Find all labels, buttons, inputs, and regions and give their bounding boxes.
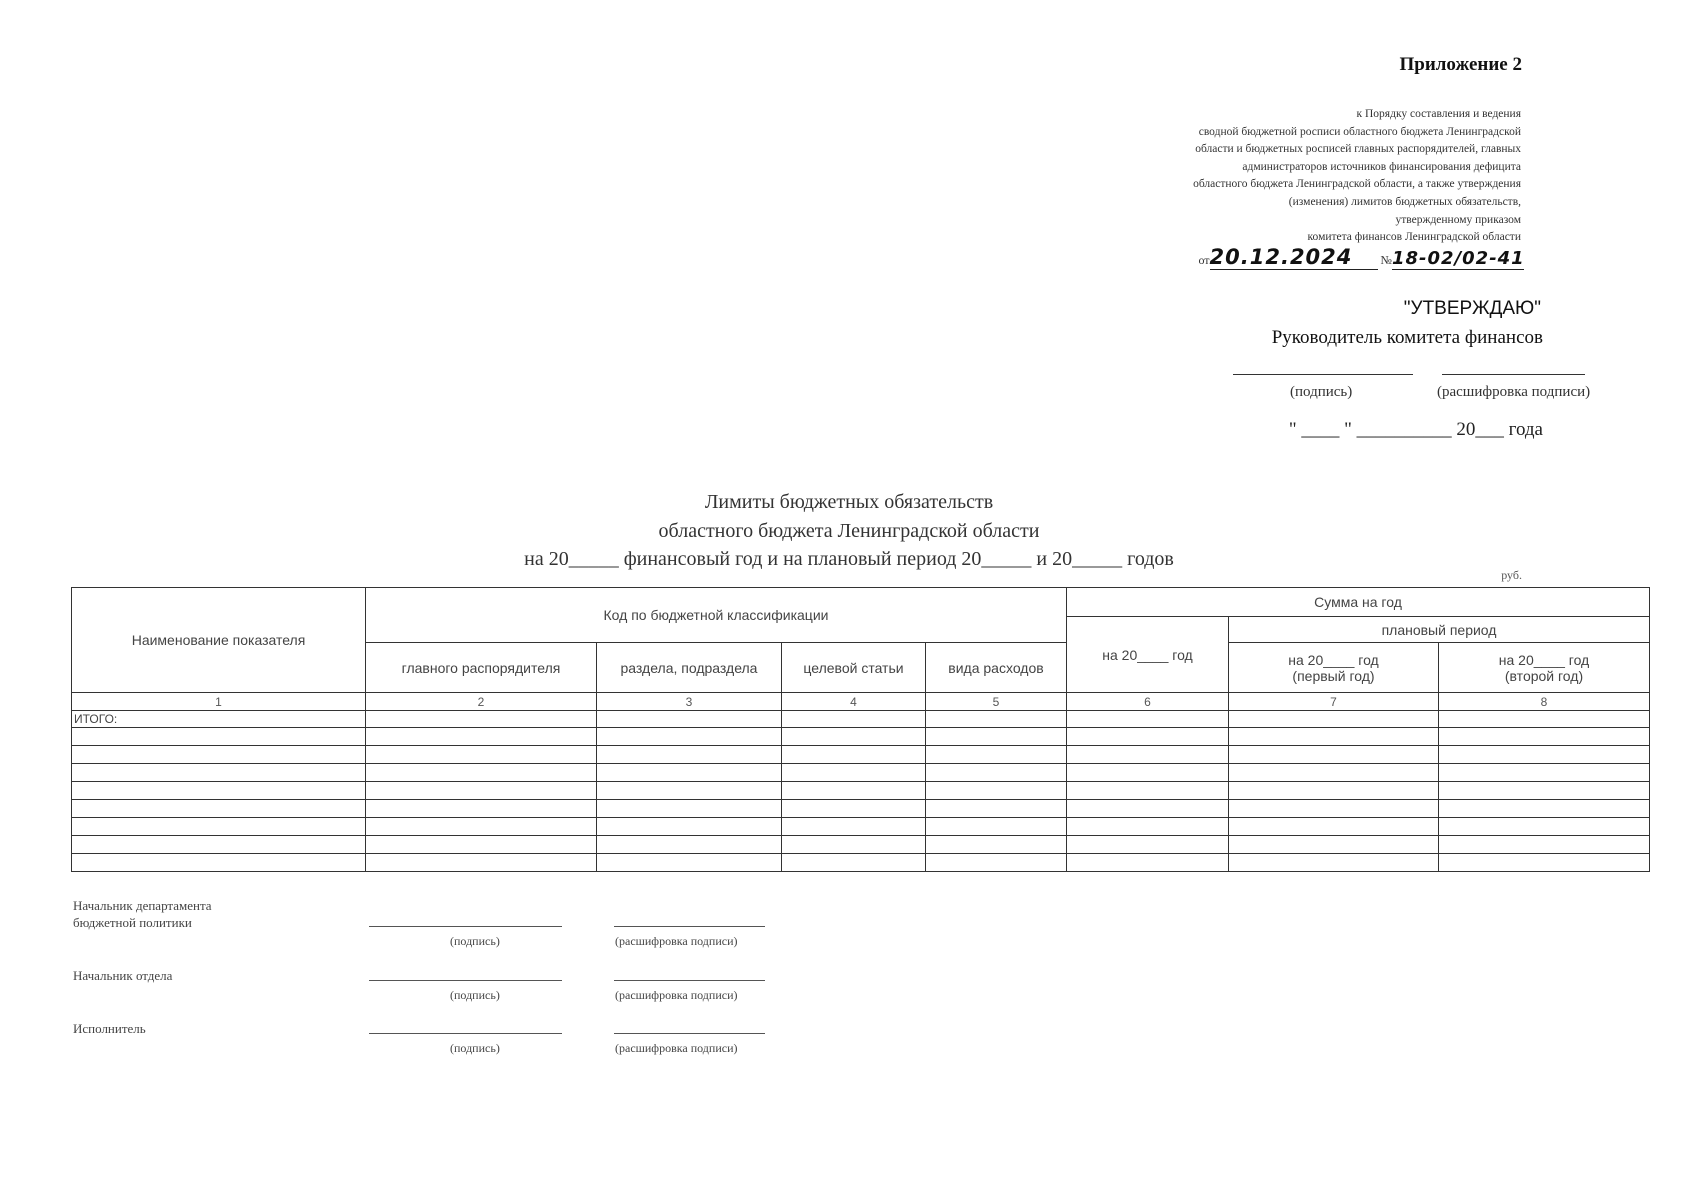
plan-second-year-note: (второй год) (1504, 667, 1584, 684)
approval-date-line: " ____ " __________ 20___ года (1288, 419, 1543, 440)
limits-table (71, 587, 1650, 872)
table-row (72, 782, 1650, 800)
document-title (0, 488, 1698, 574)
approve-heading: "УТВЕРЖДАЮ" (1403, 298, 1541, 319)
header-planning-period: плановый период (1229, 617, 1650, 643)
column-number: 7 (1229, 693, 1439, 711)
table-row (72, 818, 1650, 836)
appendix-title: Приложение 2 (1399, 54, 1522, 75)
table-row (72, 728, 1650, 746)
order-date-handwritten: 20.12.2024 (1210, 245, 1378, 270)
header-indicator-name: Наименование показателя (72, 588, 366, 693)
appendix-basis-text (1061, 106, 1521, 247)
column-number: 5 (926, 693, 1067, 711)
signature-line (369, 980, 562, 981)
signatory-role-line: Исполнитель (73, 1021, 146, 1036)
basis-line: комитета финансов Ленинградской области (1307, 231, 1521, 244)
table-row (72, 854, 1650, 872)
plan-first-year-note: (первый год) (1292, 667, 1375, 684)
approver-signature-line (1233, 374, 1413, 375)
header-code-main-manager: главного распорядителя (366, 643, 597, 693)
column-number: 1 (72, 693, 366, 711)
approver-decoding-caption: (расшифровка подписи) (1437, 384, 1591, 400)
basis-line: (изменения) лимитов бюджетных обязательств, (1288, 195, 1521, 208)
basis-line: области и бюджетных росписей главных распорядителей, главных (1195, 143, 1521, 156)
header-code-expense-type: вида расходов (926, 643, 1067, 693)
signatory-role-line: Начальник департамента (73, 898, 212, 913)
title-line-2: областного бюджета Ленинградской области (658, 519, 1040, 542)
title-line-1: Лимиты бюджетных обязательств (704, 491, 994, 513)
column-number: 8 (1439, 693, 1650, 711)
order-prefix: от (1198, 253, 1210, 267)
title-line-3: на 20_____ финансовый год и на плановый период 20_____ и 20_____ годов (524, 548, 1174, 570)
decoding-caption: (расшифровка подписи) (615, 988, 738, 1002)
signatory-section-head (73, 967, 172, 984)
column-number: 2 (366, 693, 597, 711)
signature-caption: (подпись) (450, 934, 500, 948)
order-number-label: № (1380, 253, 1392, 267)
signatory-department-head (73, 897, 212, 931)
signature-line (369, 1033, 562, 1034)
header-current-year: на 20____ год (1067, 617, 1229, 693)
currency-unit: руб. (1501, 568, 1522, 582)
total-label: ИТОГО: (72, 711, 366, 728)
plan-second-year-label: на 20____ год (1498, 651, 1590, 668)
basis-line: утвержденному приказом (1395, 213, 1521, 226)
header-code-target-article: целевой статьи (782, 643, 926, 693)
basis-line: областного бюджета Ленинградской области, а также утверждения (1193, 178, 1521, 191)
plan-first-year-label: на 20____ год (1288, 651, 1379, 668)
decoding-line (614, 980, 765, 981)
table-row (72, 746, 1650, 764)
table-row (72, 800, 1650, 818)
header-code-group: Код по бюджетной классификации (366, 588, 1067, 643)
header-sum-group: Сумма на год (1067, 588, 1650, 617)
order-number-handwritten: 18-02/02-41 (1392, 248, 1525, 269)
signatory-executor (73, 1020, 146, 1037)
header-plan-first-year (1229, 643, 1439, 693)
header-plan-second-year (1439, 643, 1650, 693)
decoding-caption: (расшифровка подписи) (615, 934, 738, 948)
column-number: 6 (1067, 693, 1229, 711)
table-row-total (72, 711, 1650, 728)
signature-line (369, 926, 562, 927)
order-reference (1198, 245, 1524, 270)
decoding-line (614, 926, 765, 927)
approver-decoding-line (1442, 374, 1585, 375)
signatory-role-line: Начальник отдела (73, 968, 173, 983)
approver-signature-caption: (подпись) (1290, 384, 1353, 400)
table-row (72, 764, 1650, 782)
signature-caption: (подпись) (450, 1041, 500, 1055)
decoding-line (614, 1033, 765, 1034)
decoding-caption: (расшифровка подписи) (615, 1041, 738, 1055)
approver-position: Руководитель комитета финансов (1271, 327, 1543, 348)
column-number: 3 (597, 693, 782, 711)
basis-line: администраторов источников финансирования дефицита (1242, 160, 1521, 173)
header-code-section: раздела, подраздела (597, 643, 782, 693)
signatory-role-line: бюджетной политики (73, 915, 192, 930)
basis-line: сводной бюджетной росписи областного бюджета Ленинградской (1198, 125, 1521, 138)
basis-line: к Порядку составления и ведения (1356, 108, 1521, 120)
table-row (72, 836, 1650, 854)
signature-caption: (подпись) (450, 988, 500, 1002)
column-number: 4 (782, 693, 926, 711)
